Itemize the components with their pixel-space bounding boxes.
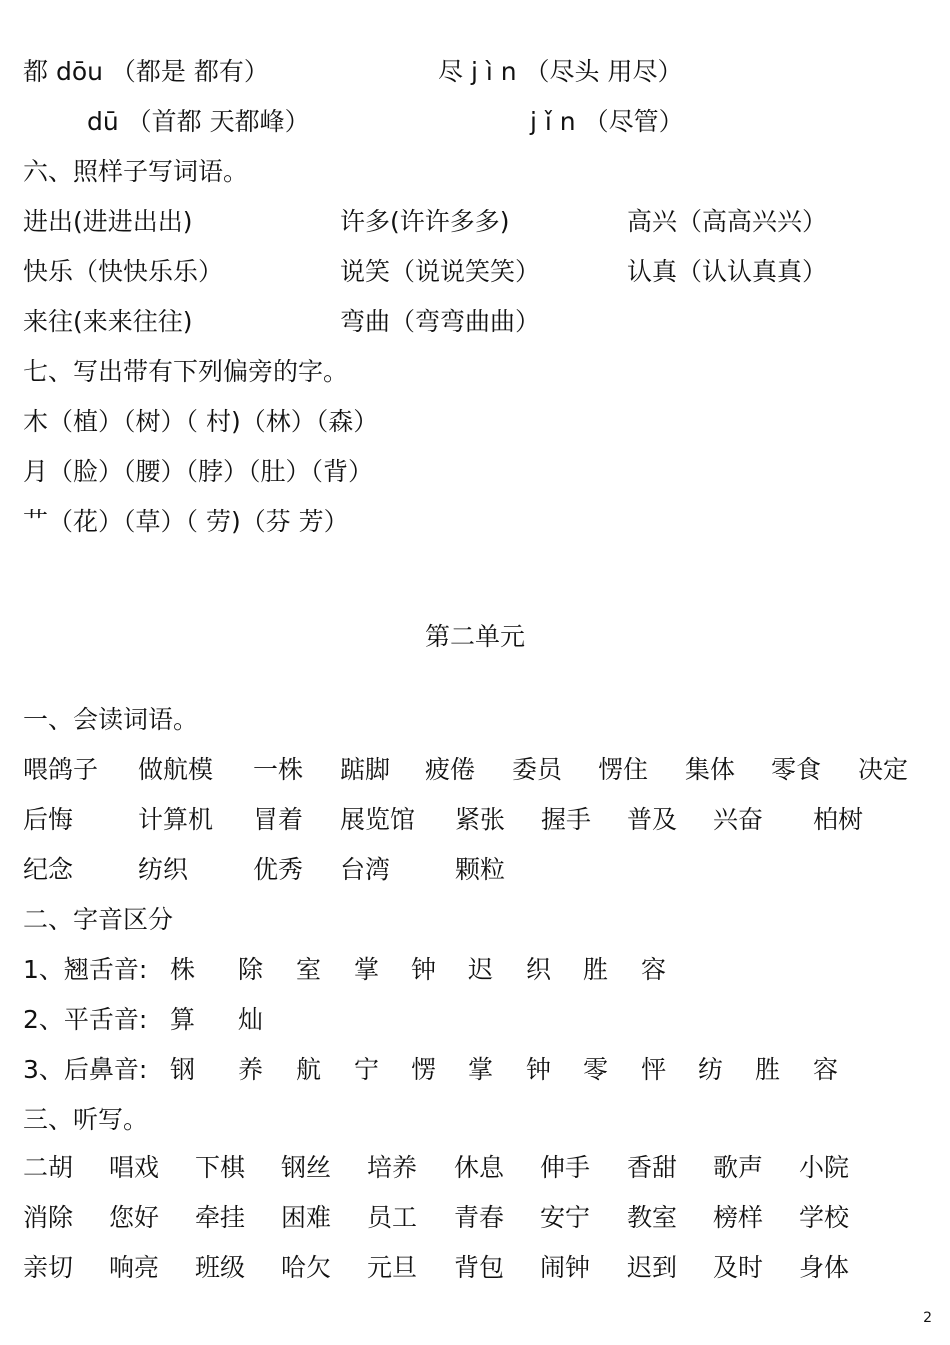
vocab-word: 后悔 <box>23 805 74 834</box>
vocab-word: 纪念 <box>23 855 74 884</box>
radical-row: 月（脸）（腰）（脖）（肚）（背） <box>23 457 374 486</box>
dictation-word: 身体 <box>799 1253 850 1282</box>
dictation-word: 香甜 <box>627 1153 678 1182</box>
dictation-word: 小院 <box>799 1153 850 1182</box>
dictation-word: 困难 <box>281 1203 332 1232</box>
dictation-word: 唱戏 <box>109 1153 160 1182</box>
dictation-word: 闹钟 <box>540 1253 591 1282</box>
word-pattern: 弯曲（弯弯曲曲） <box>340 307 541 336</box>
word-pattern: 进出(进进出出) <box>23 207 193 236</box>
dictation-word: 牵挂 <box>195 1203 246 1232</box>
dictation-word: 歌声 <box>713 1153 764 1182</box>
vocab-word: 委员 <box>512 755 563 784</box>
sound-char: 纺 <box>698 1055 724 1084</box>
sound-char: 室 <box>296 955 322 984</box>
sound-char: 怦 <box>641 1055 667 1084</box>
pinyin-entry-jin3: j ǐ n （尽管） <box>530 107 684 136</box>
sound-char: 织 <box>526 955 552 984</box>
sound-label: 3、后鼻音: <box>23 1055 148 1084</box>
dictation-word: 伸手 <box>540 1153 591 1182</box>
word-pattern: 认真（认认真真） <box>627 257 828 286</box>
vocab-word: 集体 <box>685 755 736 784</box>
sound-char: 钟 <box>411 955 437 984</box>
vocab-word: 计算机 <box>138 805 214 834</box>
dictation-word: 学校 <box>799 1203 850 1232</box>
dictation-word: 及时 <box>713 1253 764 1282</box>
word-pattern: 说笑（说说笑笑） <box>340 257 541 286</box>
u2-section-1-title: 一、会读词语。 <box>23 705 199 734</box>
vocab-word: 普及 <box>627 805 678 834</box>
dictation-word: 青春 <box>454 1203 505 1232</box>
dictation-word: 背包 <box>454 1253 505 1282</box>
vocab-word: 颗粒 <box>455 855 506 884</box>
sound-char: 除 <box>238 955 264 984</box>
vocab-word: 纺织 <box>138 855 189 884</box>
dictation-word: 下棋 <box>195 1153 246 1182</box>
sound-char: 养 <box>238 1055 264 1084</box>
vocab-word: 展览馆 <box>340 805 416 834</box>
u2-section-2-title: 二、字音区分 <box>23 905 174 934</box>
u2-section-3-title: 三、听写。 <box>23 1105 149 1134</box>
vocab-word: 台湾 <box>340 855 391 884</box>
section-7-title: 七、写出带有下列偏旁的字。 <box>23 357 349 386</box>
dictation-word: 响亮 <box>109 1253 160 1282</box>
dictation-word: 钢丝 <box>281 1153 332 1182</box>
sound-char: 算 <box>170 1005 196 1034</box>
pinyin-entry-du: dū （首都 天都峰） <box>87 107 310 136</box>
sound-char: 灿 <box>238 1005 264 1034</box>
vocab-word: 疲倦 <box>425 755 476 784</box>
dictation-word: 榜样 <box>713 1203 764 1232</box>
page-number: 2 <box>923 1310 932 1326</box>
sound-char: 零 <box>583 1055 609 1084</box>
dictation-word: 元旦 <box>367 1253 418 1282</box>
sound-char: 容 <box>641 955 667 984</box>
pinyin-entry-jin: 尽 j ì n （尽头 用尽） <box>438 57 683 86</box>
vocab-word: 喂鸽子 <box>23 755 99 784</box>
dictation-word: 员工 <box>367 1203 418 1232</box>
sound-char: 宁 <box>354 1055 380 1084</box>
pinyin-entry-dou: 都 dōu （都是 都有） <box>23 57 269 86</box>
vocab-word: 踮脚 <box>340 755 391 784</box>
sound-label: 1、翘舌音: <box>23 955 148 984</box>
word-pattern: 快乐（快快乐乐） <box>23 257 224 286</box>
word-pattern: 高兴（高高兴兴） <box>627 207 828 236</box>
sound-label: 2、平舌音: <box>23 1005 148 1034</box>
dictation-word: 培养 <box>367 1153 418 1182</box>
vocab-word: 决定 <box>858 755 909 784</box>
sound-char: 掌 <box>354 955 380 984</box>
vocab-word: 做航模 <box>138 755 214 784</box>
vocab-word: 握手 <box>541 805 592 834</box>
section-6-title: 六、照样子写词语。 <box>23 157 249 186</box>
vocab-word: 兴奋 <box>713 805 764 834</box>
sound-char: 胜 <box>583 955 609 984</box>
sound-char: 愣 <box>411 1055 437 1084</box>
dictation-word: 您好 <box>109 1203 160 1232</box>
dictation-word: 哈欠 <box>281 1253 332 1282</box>
sound-char: 航 <box>296 1055 322 1084</box>
dictation-word: 亲切 <box>23 1253 74 1282</box>
dictation-word: 休息 <box>454 1153 505 1182</box>
dictation-word: 消除 <box>23 1203 74 1232</box>
sound-char: 掌 <box>468 1055 494 1084</box>
dictation-word: 安宁 <box>540 1203 591 1232</box>
vocab-word: 优秀 <box>253 855 304 884</box>
dictation-word: 迟到 <box>627 1253 678 1282</box>
unit-title: 第二单元 <box>424 622 525 651</box>
vocab-word: 一株 <box>253 755 304 784</box>
dictation-word: 教室 <box>627 1203 678 1232</box>
sound-char: 容 <box>813 1055 839 1084</box>
vocab-word: 冒着 <box>253 805 304 834</box>
vocab-word: 零食 <box>771 755 822 784</box>
vocab-word: 紧张 <box>455 805 506 834</box>
word-pattern: 许多(许许多多) <box>340 207 510 236</box>
sound-char: 钢 <box>170 1055 196 1084</box>
word-pattern: 来往(来来往往) <box>23 307 193 336</box>
radical-row: 木（植）（树）（ 村)（林）（森） <box>23 407 379 436</box>
vocab-word: 柏树 <box>813 805 864 834</box>
sound-char: 胜 <box>755 1055 781 1084</box>
vocab-word: 愣住 <box>598 755 649 784</box>
sound-char: 迟 <box>468 955 494 984</box>
dictation-word: 二胡 <box>23 1153 74 1182</box>
radical-row: 艹（花）（草）（ 劳)（芬 芳） <box>23 507 349 536</box>
sound-char: 钟 <box>526 1055 552 1084</box>
dictation-word: 班级 <box>195 1253 246 1282</box>
sound-char: 株 <box>170 955 196 984</box>
